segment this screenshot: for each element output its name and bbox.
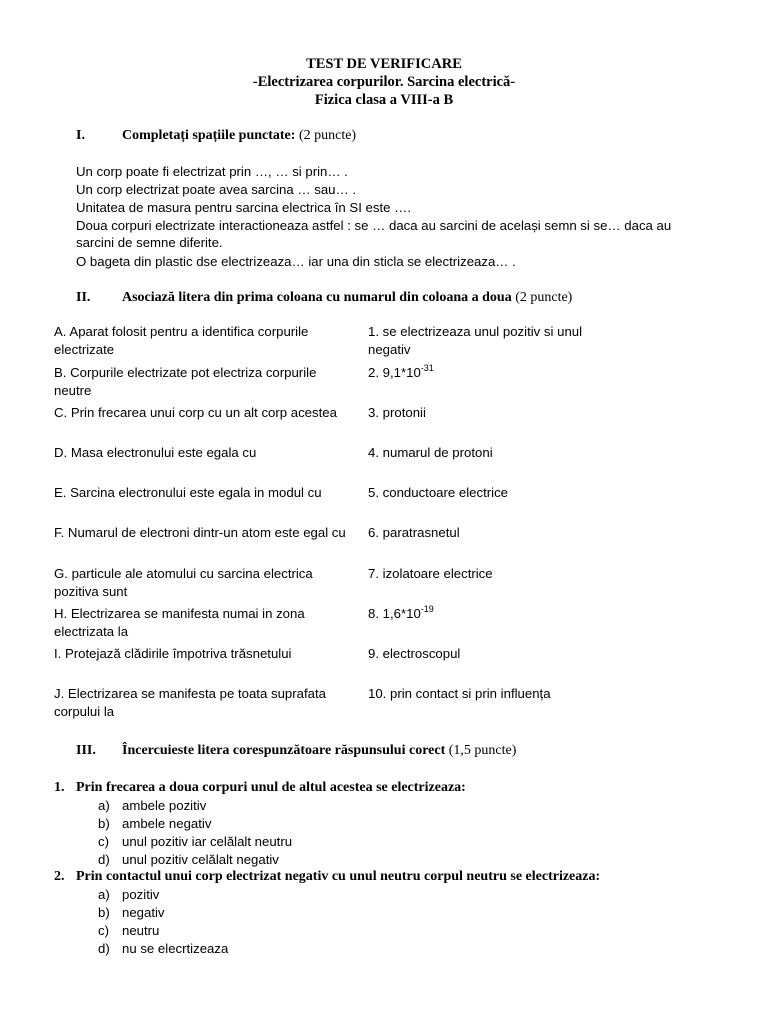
match-left-b: B. Corpurile electrizate pot electriza corpurile neutre <box>54 365 317 398</box>
option-text: pozitiv <box>122 887 160 902</box>
option-text: nu se elecrtizeaza <box>122 941 229 956</box>
match-right-10: 10. prin contact si prin influența <box>368 686 551 701</box>
match-left-g: G. particule ale atomului cu sarcina electrica pozitiva sunt <box>54 566 313 599</box>
question-2-option-b[interactable] <box>98 904 165 922</box>
match-right-4: 4. numarul de protoni <box>368 445 493 460</box>
question-2-option-c[interactable] <box>98 922 159 940</box>
match-right-2-text: 2. 9,1*10 <box>368 365 421 380</box>
fill-line-2: Un corp electrizat poate avea sarcina … sau… . <box>76 182 357 197</box>
question-2-text: Prin contactul unui corp electrizat negativ cu unul neutru corpul neutru se electrizeaza: <box>76 869 601 884</box>
fill-line-3: Unitatea de masura pentru sarcina electrica în SI este …. <box>76 200 411 215</box>
match-right-8-text: 8. 1,6*10 <box>368 606 421 621</box>
match-left-f: F. Numarul de electroni dintr-un atom este egal cu <box>54 525 346 540</box>
match-right-7: 7. izolatoare electrice <box>368 566 493 581</box>
match-right-5: 5. conductoare electrice <box>368 485 509 500</box>
option-letter: d) <box>98 941 110 956</box>
match-right-3: 3. protonii <box>368 405 426 420</box>
section-1-title: Completați spațiile punctate: <box>122 128 296 143</box>
fill-line-5: sarcini de semne diferite. <box>76 235 223 250</box>
section-2-title: Asociază litera din prima coloana cu numarul din coloana a doua <box>122 290 512 305</box>
match-right-6: 6. paratrasnetul <box>368 525 460 540</box>
match-left-a: A. Aparat folosit pentru a identifica corpurile electrizate <box>54 324 309 357</box>
fill-line-1: Un corp poate fi electrizat prin …, … si prin… . <box>76 164 348 179</box>
question-2-option-a[interactable] <box>98 886 159 904</box>
option-text: negativ <box>122 905 165 920</box>
match-right-2 <box>368 364 628 382</box>
page-title: TEST DE VERIFICARE <box>306 56 462 72</box>
section-3-number: III. <box>76 743 96 758</box>
section-1-points: (2 puncte) <box>298 128 357 143</box>
option-letter: d) <box>98 852 110 867</box>
match-right-8 <box>368 605 628 623</box>
option-letter: a) <box>98 798 110 813</box>
option-text: unul pozitiv iar celălalt neutru <box>122 834 293 849</box>
match-left-e: E. Sarcina electronului este egala in modul cu <box>54 485 322 500</box>
option-letter: b) <box>98 905 110 920</box>
section-1-number: I. <box>76 128 85 143</box>
question-1-option-c[interactable] <box>98 833 292 851</box>
question-1-option-b[interactable] <box>98 815 211 833</box>
option-letter: c) <box>98 834 109 849</box>
section-2-heading <box>76 289 572 307</box>
match-right-2-exponent: -31 <box>420 363 434 373</box>
option-letter: c) <box>98 923 109 938</box>
option-letter: a) <box>98 887 110 902</box>
question-2-option-d[interactable] <box>98 940 228 958</box>
option-letter: b) <box>98 816 110 831</box>
question-1-number: 1. <box>54 780 65 795</box>
section-1-heading <box>76 127 356 145</box>
section-2-points: (2 puncte) <box>515 290 573 305</box>
question-1-option-d[interactable] <box>98 851 279 869</box>
question-1-option-a[interactable] <box>98 797 206 815</box>
option-text: unul pozitiv celălalt negativ <box>122 852 279 867</box>
match-right-9: 9. electroscopul <box>368 646 461 661</box>
option-text: ambele negativ <box>122 816 212 831</box>
section-3-points: (1,5 puncte) <box>448 743 517 758</box>
fill-line-6: O bageta din plastic dse electrizeaza… iar una din sticla se electrizeaza… . <box>76 254 516 269</box>
match-left-h: H. Electrizarea se manifesta numai in zona electrizata la <box>54 606 305 639</box>
option-text: neutru <box>122 923 160 938</box>
match-left-d: D. Masa electronului este egala cu <box>54 445 257 460</box>
option-text: ambele pozitiv <box>122 798 207 813</box>
page-subtitle: -Electrizarea corpurilor. Sarcina electrică- <box>252 74 516 90</box>
fill-line-4: Doua corpuri electrizate interactioneaza astfel : se … daca au sarcini de același semn si se… daca au <box>76 218 672 233</box>
section-3-title: Încercuieste litera corespunzătoare răspunsului corect <box>122 743 446 758</box>
question-2-number: 2. <box>54 869 65 884</box>
section-2-number: II. <box>76 290 91 305</box>
question-1-text: Prin frecarea a doua corpuri unul de altul acestea se electrizeaza: <box>76 780 466 795</box>
match-left-c: C. Prin frecarea unui corp cu un alt corp acestea <box>54 405 337 420</box>
section-3-heading <box>76 742 516 760</box>
match-right-8-exponent: -19 <box>420 604 434 614</box>
match-left-i: I. Protejază clădirile împotriva trăsnetului <box>54 646 292 661</box>
match-left-j: J. Electrizarea se manifesta pe toata suprafata corpului la <box>54 686 326 719</box>
class-line: Fizica clasa a VIII-a B <box>314 92 454 108</box>
match-right-1: 1. se electrizeaza unul pozitiv si unul negativ <box>368 324 583 357</box>
question-1 <box>54 779 466 797</box>
question-2 <box>54 868 600 886</box>
